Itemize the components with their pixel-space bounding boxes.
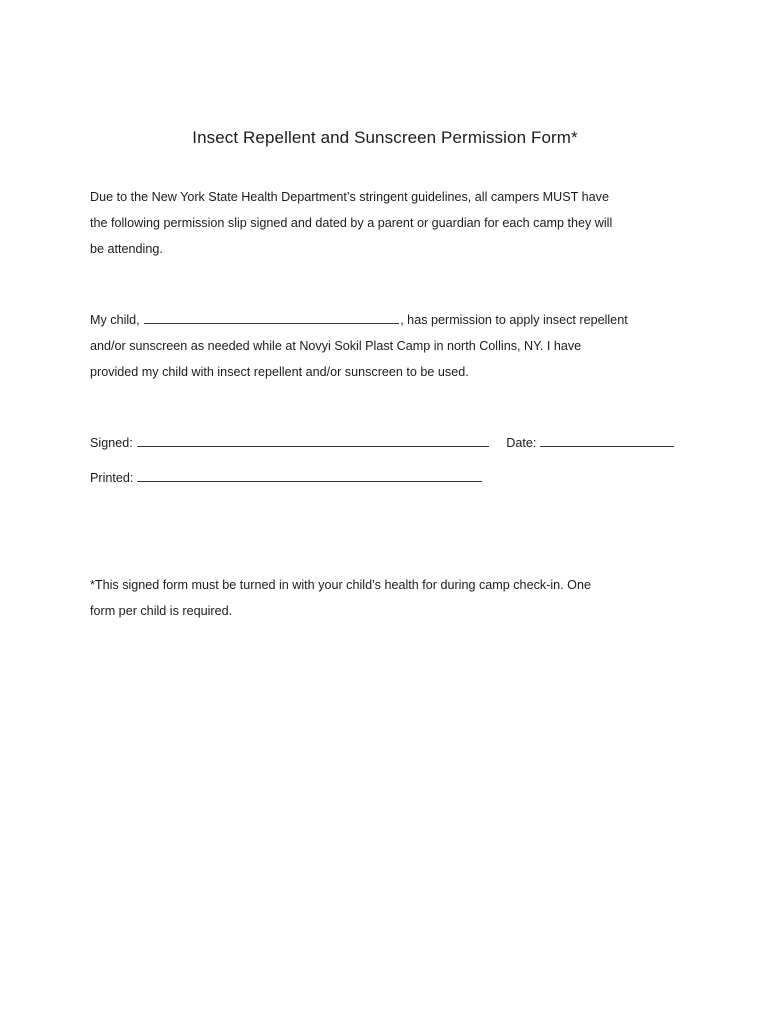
form-title: Insect Repellent and Sunscreen Permission Form*	[192, 128, 578, 147]
signature-field[interactable]	[137, 433, 489, 447]
date-field[interactable]	[540, 433, 674, 447]
permission-line-3: provided my child with insect repellent and/or sunscreen to be used.	[90, 365, 469, 379]
permission-suffix: , has permission to apply insect repellent	[400, 313, 628, 327]
date-group	[506, 433, 674, 453]
child-name-field[interactable]	[144, 310, 399, 324]
intro-paragraph	[90, 184, 690, 262]
intro-line-3: be attending.	[90, 242, 163, 256]
printed-label: Printed:	[90, 471, 134, 485]
date-label: Date:	[506, 436, 537, 450]
footnote-line-1: *This signed form must be turned in with your child’s health for during camp check-in. One	[90, 578, 591, 592]
printed-row	[90, 468, 482, 488]
footnote-line-2: form per child is required.	[90, 604, 233, 618]
intro-line-2: the following permission slip signed and dated by a parent or guardian for each camp they will	[90, 216, 613, 230]
signed-label: Signed:	[90, 436, 133, 450]
printed-name-field[interactable]	[137, 468, 482, 482]
intro-line-1: Due to the New York State Health Department’s stringent guidelines, all campers MUST have	[90, 190, 609, 204]
permission-line-1	[90, 307, 690, 333]
permission-line-2: and/or sunscreen as needed while at Novyi Sokil Plast Camp in north Collins, NY. I have	[90, 339, 582, 353]
permission-paragraph	[90, 307, 690, 385]
signature-row	[90, 433, 674, 453]
footnote-paragraph	[90, 572, 690, 624]
child-label: My child,	[90, 313, 140, 327]
